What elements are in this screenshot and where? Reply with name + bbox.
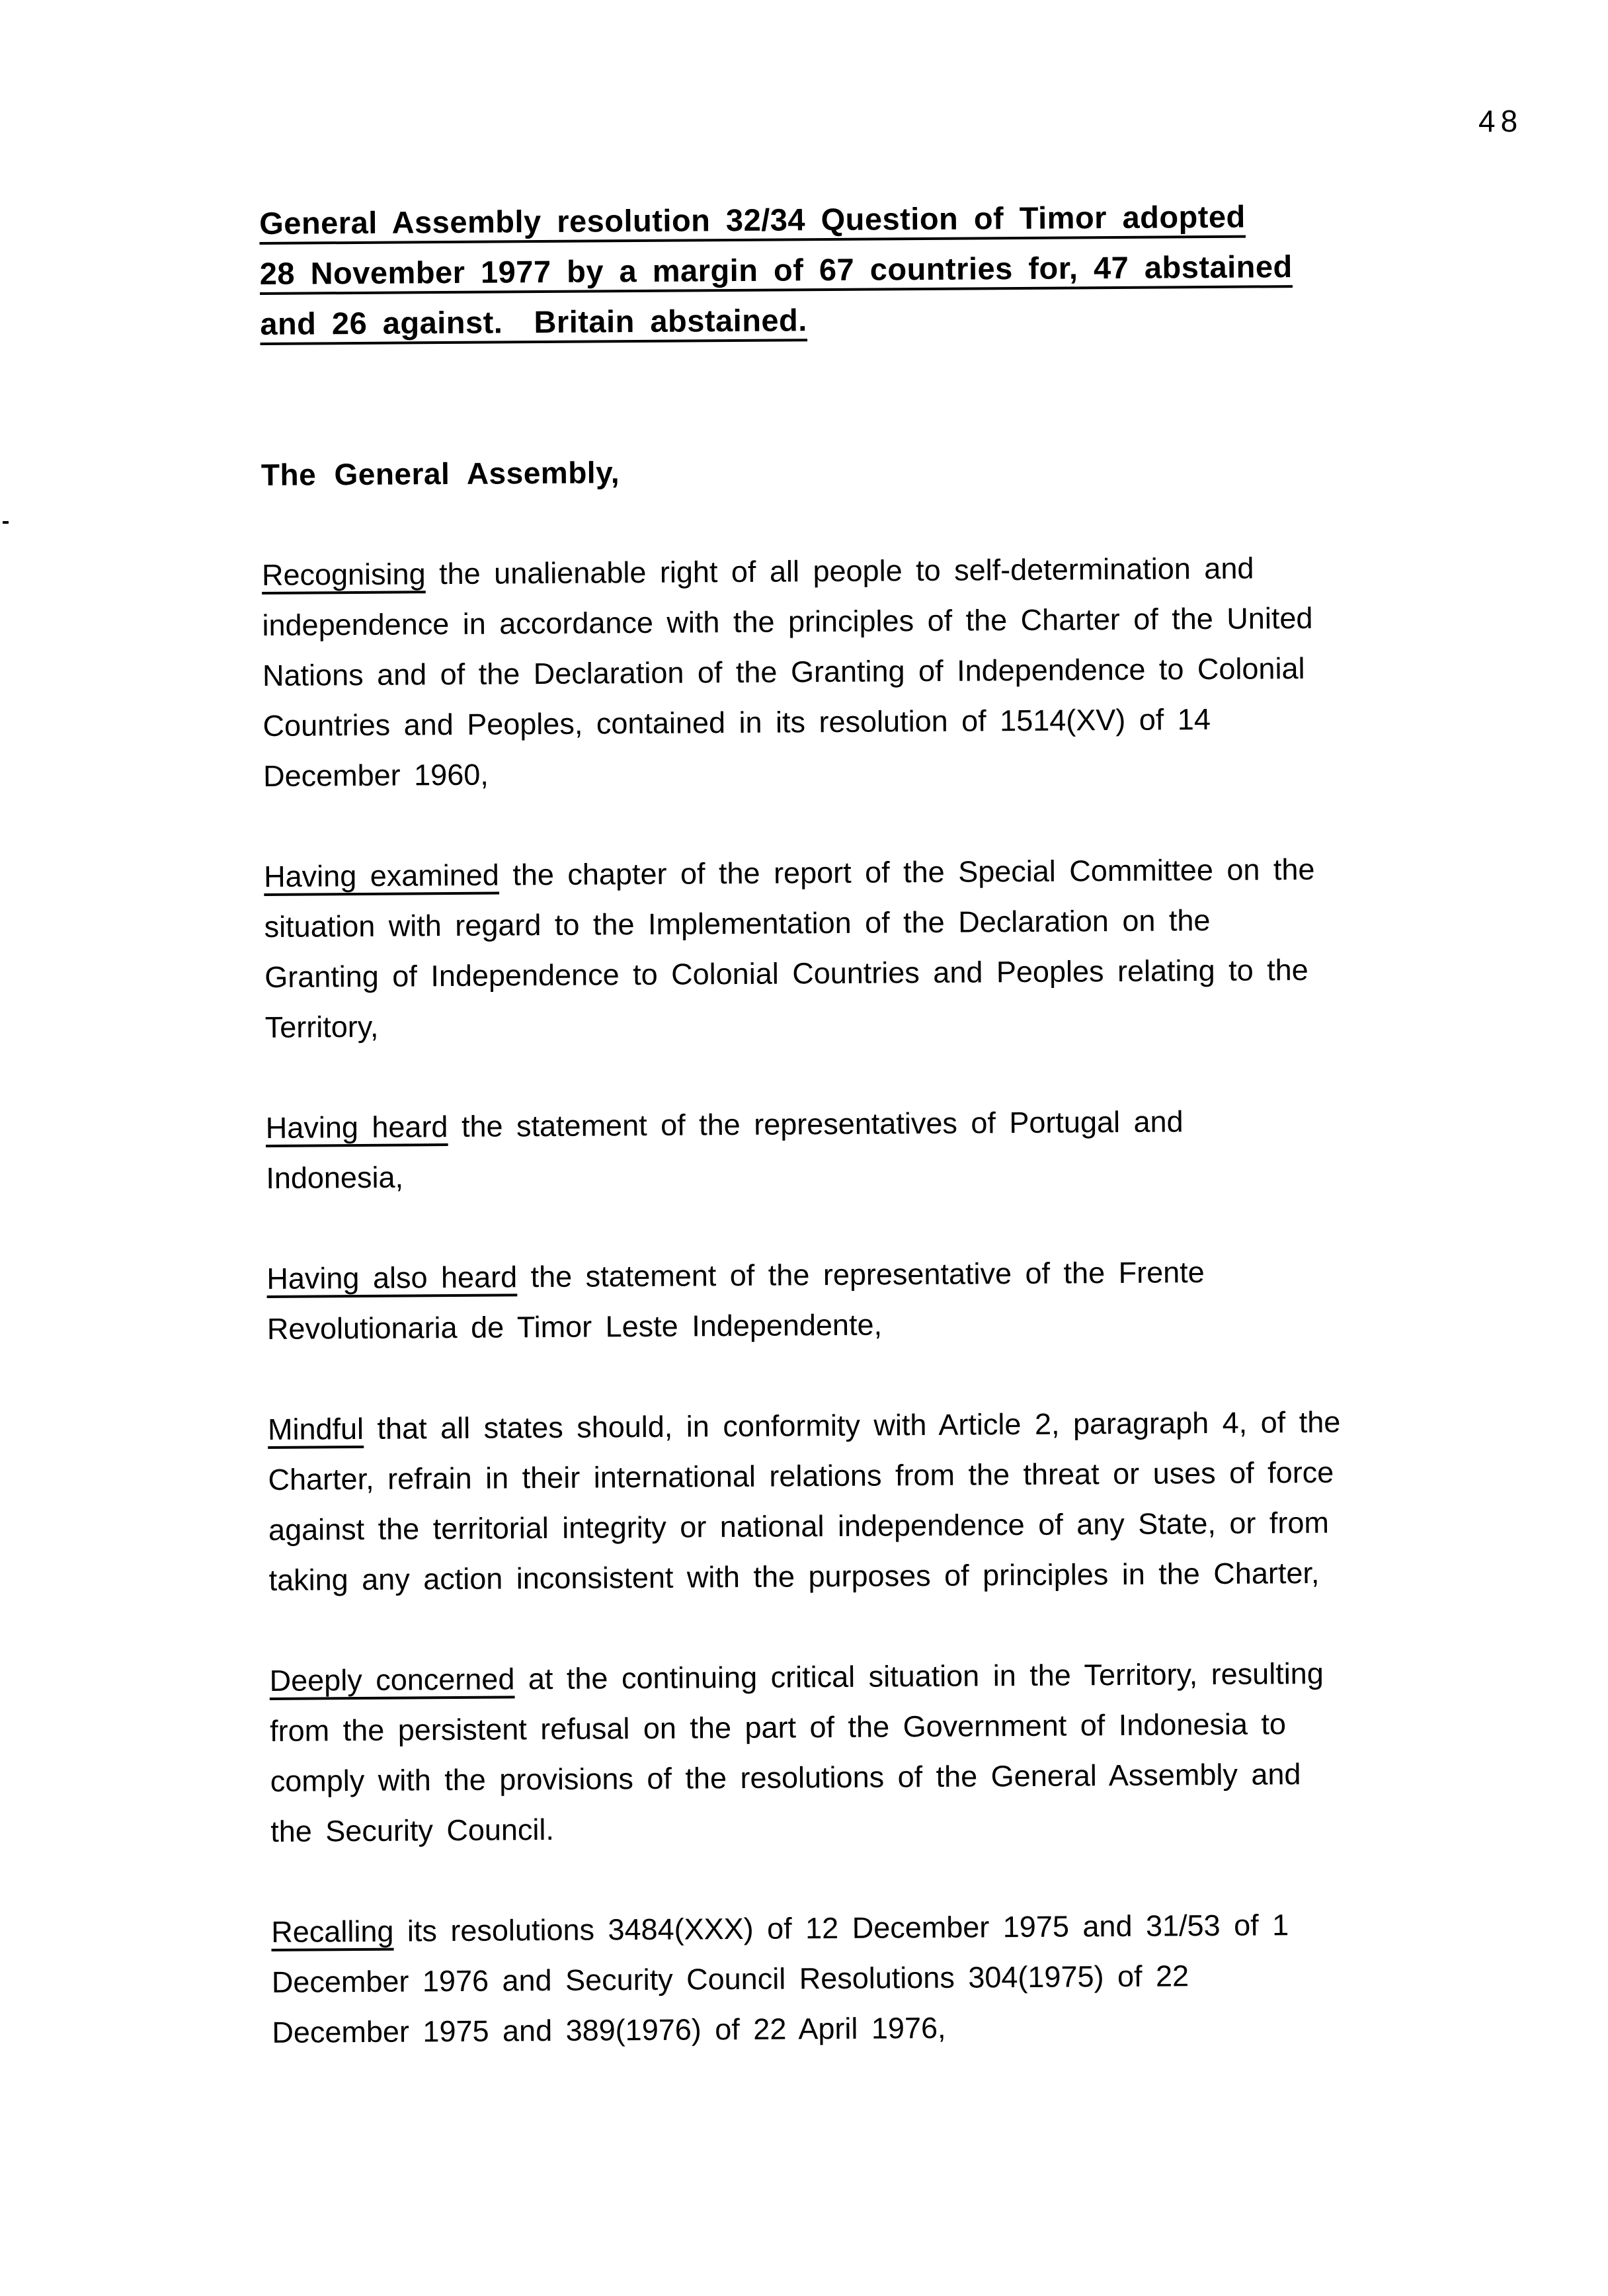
paragraph-lead: Having also heard: [266, 1260, 518, 1295]
paragraph: [271, 1899, 1410, 2058]
paragraph-line: Deeply concerned at the continuing critical situation in the Territory, resulting: [269, 1656, 1324, 1698]
preambular-paragraphs: [262, 542, 1410, 2058]
heading-line: and 26 against. Britain abstained.: [260, 302, 808, 341]
paragraph-line: Recognising the unalienable right of all people to self-determination and: [261, 551, 1254, 592]
heading-line: 28 November 1977 by a margin of 67 countries for, 47 abstained: [259, 249, 1293, 291]
paragraph: [266, 1246, 1404, 1354]
heading-line: General Assembly resolution 32/34 Question of Timor adopted: [259, 198, 1246, 241]
paragraph-line: comply with the provisions of the resolutions of the General Assembly and: [270, 1757, 1301, 1798]
paragraph-lead: Having heard: [265, 1110, 448, 1145]
paragraph-lead: Having examined: [263, 858, 500, 893]
paragraph-line: taking any action inconsistent with the purposes of principles in the Charter,: [268, 1555, 1320, 1597]
paragraph-line: Having also heard the statement of the representative of the Frente: [266, 1255, 1205, 1295]
paragraph-lead: Deeply concerned: [269, 1662, 515, 1698]
paragraph-line: the Security Council.: [270, 1812, 555, 1848]
scan-artifact-dash: [3, 521, 9, 524]
document-content: [259, 190, 1410, 2108]
paragraph-line: Territory,: [264, 1009, 379, 1044]
paragraph-line: from the persistent refusal on the part of the Government of Indonesia to: [270, 1707, 1287, 1748]
paragraph: [266, 1095, 1404, 1204]
paragraph-line: Recalling its resolutions 3484(XXX) of 12 December 1975 and 31/53 of 1: [271, 1908, 1289, 1949]
paragraph-lead: Recognising: [261, 557, 426, 592]
paragraph-line: Countries and Peoples, contained in its resolution of 1514(XV) of 14: [262, 702, 1211, 743]
paragraph-lead: Mindful: [267, 1411, 364, 1446]
paragraph: [269, 1648, 1408, 1857]
paragraph-line: Having examined the chapter of the report of the Special Committee on the: [263, 852, 1315, 893]
paragraph-lead: Recalling: [271, 1914, 394, 1949]
paragraph-line: Mindful that all states should, in conformity with Article 2, paragraph 4, of the: [267, 1405, 1341, 1446]
paragraph-line: December 1976 and Security Council Resolutions 304(1975) of 22: [271, 1959, 1189, 1999]
paragraph-line: December 1960,: [262, 757, 489, 793]
paragraph: [262, 542, 1401, 801]
paragraph-line: Granting of Independence to Colonial Countries and Peoples relating to the: [264, 952, 1308, 994]
paragraph-line: Charter, refrain in their international relations from the threat or uses of force: [268, 1455, 1334, 1496]
salutation: The General Assembly,: [261, 455, 620, 492]
paragraph-line: situation with regard to the Implementation of the Declaration on the: [264, 903, 1211, 944]
page-number: 48: [1478, 104, 1523, 138]
paragraph-line: Indonesia,: [266, 1160, 404, 1195]
paragraph-line: Having heard the statement of the representatives of Portugal and: [265, 1104, 1184, 1145]
paragraph-line: Revolutionaria de Timor Leste Independente,: [266, 1307, 883, 1346]
paragraph-line: December 1975 and 389(1976) of 22 April 1976,: [272, 2010, 946, 2049]
resolution-heading: [259, 190, 1398, 349]
paragraph-line: Nations and of the Declaration of the Granting of Independence to Colonial: [262, 651, 1305, 692]
paragraph-line: against the territorial integrity or national independence of any State, or from: [268, 1505, 1330, 1547]
paragraph-line: independence in accordance with the principles of the Charter of the United: [262, 600, 1313, 642]
paragraph: [268, 1397, 1406, 1606]
paragraph: [264, 844, 1402, 1053]
